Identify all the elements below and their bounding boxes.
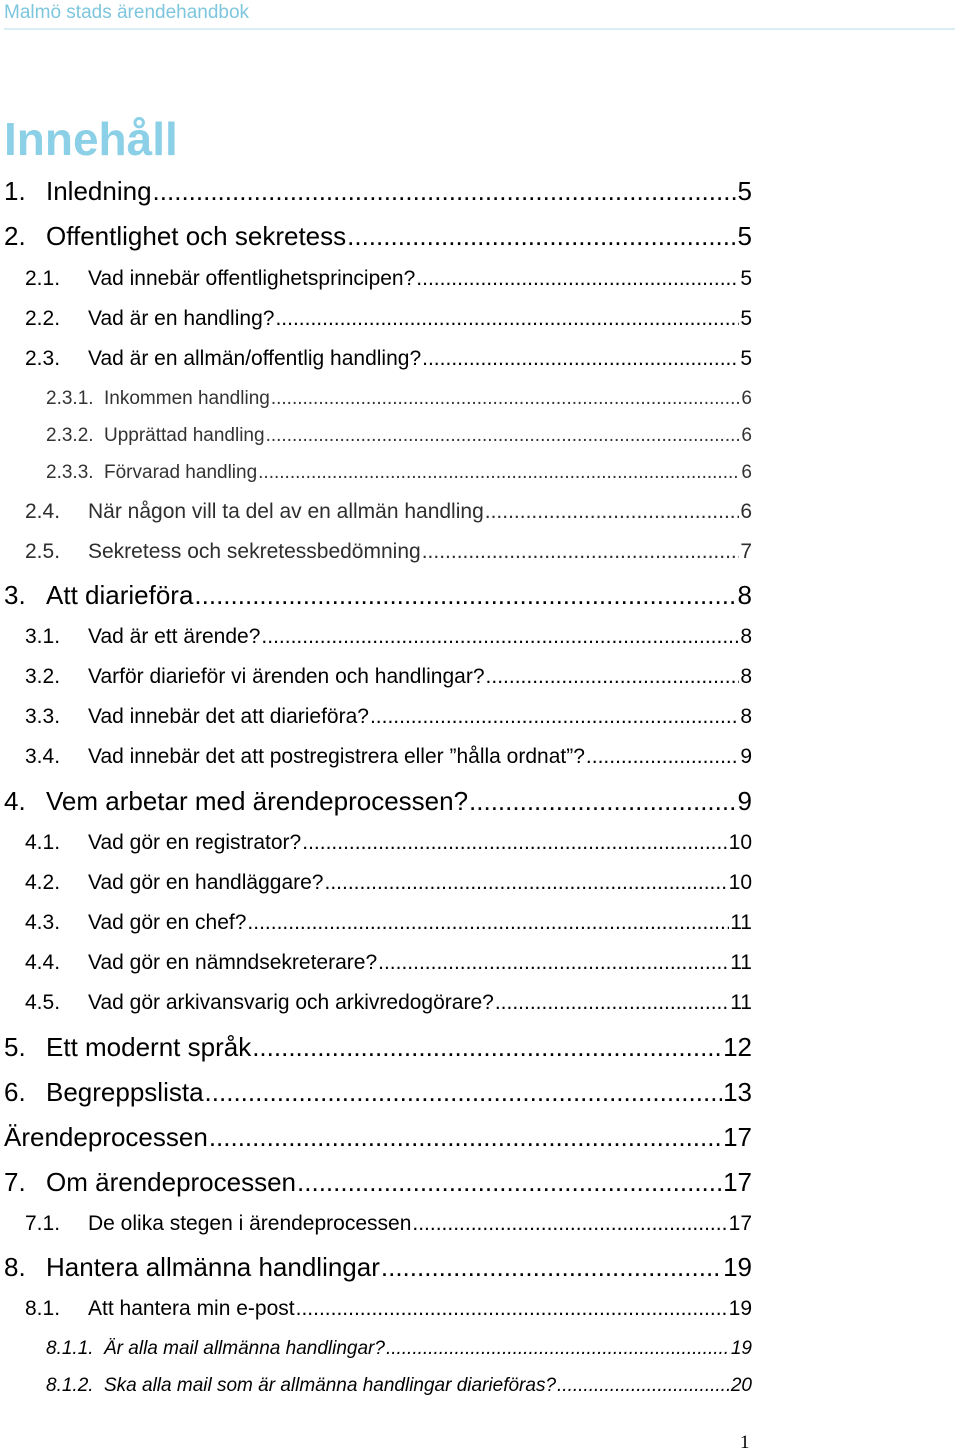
toc-entry-7[interactable]: 7. Om ärendeprocessen ..... 17: [4, 1167, 752, 1198]
toc-entry-2-2[interactable]: 2.2. Vad är en handling? ..... 5: [25, 307, 752, 331]
toc-entry-6[interactable]: 6. Begreppslista ..... 13: [4, 1077, 752, 1108]
toc-entry-4-2[interactable]: 4.2. Vad gör en handläggare? ..... 10: [25, 871, 752, 895]
toc-entry-4-3[interactable]: 4.3. Vad gör en chef? ..... 11: [25, 911, 752, 935]
header-divider: [4, 28, 955, 30]
toc-entry-arendeprocessen[interactable]: Ärendeprocessen ..... 17: [4, 1122, 752, 1153]
toc-entry-3-4[interactable]: 3.4. Vad innebär det att postregistrera eller ”hålla ordnat”? ..... 9: [25, 745, 752, 769]
leader-dots: [485, 500, 740, 524]
toc-entry-7-1[interactable]: 7.1. De olika stegen i ärendeprocessen ..... 17: [25, 1212, 752, 1236]
leader-dots: [557, 1375, 730, 1397]
toc-entry-8-1[interactable]: 8.1. Att hantera min e-post ..... 19: [25, 1297, 752, 1321]
toc-entry-2-1[interactable]: 2.1. Vad innebär offentlighetsprincipen? ..... 5: [25, 267, 752, 291]
toc-entry-2-3-3[interactable]: 2.3.3. Förvarad handling ..... 6: [46, 462, 752, 484]
toc-entry-4-4[interactable]: 4.4. Vad gör en nämndsekreterare? ..... 11: [25, 951, 752, 975]
leader-dots: [378, 951, 729, 975]
leader-dots: [302, 831, 727, 855]
toc-entry-2[interactable]: 2. Offentlighet och sekretess ..... 5: [4, 221, 752, 252]
toc-entry-2-3-2[interactable]: 2.3.2. Upprättad handling ..... 6: [46, 425, 752, 447]
toc-entry-3-2[interactable]: 3.2. Varför diarieför vi ärenden och handlingar? ..... 8: [25, 665, 752, 689]
toc-entry-8-1-2[interactable]: 8.1.2. Ska alla mail som är allmänna handlingar diarieföras? ..... 20: [46, 1375, 752, 1397]
toc-entry-8-1-1[interactable]: 8.1.1. Är alla mail allmänna handlingar? ..... 19: [46, 1338, 752, 1360]
leader-dots: [486, 665, 740, 689]
leader-dots: [412, 1212, 727, 1236]
leader-dots: [347, 221, 736, 252]
toc-entry-1[interactable]: 1. Inledning ..... 5: [4, 176, 752, 207]
leader-dots: [381, 1252, 722, 1283]
toc-entry-3[interactable]: 3. Att diarieföra ..... 8: [4, 580, 752, 611]
toc-entry-2-5[interactable]: 2.5. Sekretess och sekretessbedömning ..... 7: [25, 540, 752, 564]
leader-dots: [422, 540, 740, 564]
leader-dots: [247, 911, 729, 935]
toc-entry-3-1[interactable]: 3.1. Vad är ett ärende? ..... 8: [25, 625, 752, 649]
leader-dots: [258, 462, 740, 484]
toc-entry-2-3-1[interactable]: 2.3.1. Inkommen handling ..... 6: [46, 388, 752, 410]
toc-entry-3-3[interactable]: 3.3. Vad innebär det att diarieföra? ..... 8: [25, 705, 752, 729]
leader-dots: [416, 267, 739, 291]
toc-entry-4-1[interactable]: 4.1. Vad gör en registrator? ..... 10: [25, 831, 752, 855]
leader-dots: [324, 871, 727, 895]
leader-dots: [261, 625, 739, 649]
leader-dots: [209, 1122, 722, 1153]
leader-dots: [422, 347, 739, 371]
leader-dots: [194, 580, 736, 611]
toc-entry-2-3[interactable]: 2.3. Vad är en allmän/offentlig handling? ..... 5: [25, 347, 752, 371]
page-number: 1: [740, 1432, 750, 1453]
leader-dots: [275, 307, 739, 331]
toc-entry-4-5[interactable]: 4.5. Vad gör arkivansvarig och arkivredogörare? ..... 11: [25, 991, 752, 1015]
leader-dots: [205, 1077, 723, 1108]
leader-dots: [370, 705, 739, 729]
toc-entry-2-4[interactable]: 2.4. När någon vill ta del av en allmän handling ..... 6: [25, 500, 752, 524]
leader-dots: [296, 1297, 728, 1321]
leader-dots: [266, 425, 741, 447]
leader-dots: [586, 745, 739, 769]
document-header-title: Malmö stads ärendehandbok: [4, 2, 250, 23]
toc-entry-4[interactable]: 4. Vem arbetar med ärendeprocessen? ..... 9: [4, 786, 752, 817]
toc-entry-8[interactable]: 8. Hantera allmänna handlingar ..... 19: [4, 1252, 752, 1283]
leader-dots: [386, 1338, 730, 1360]
leader-dots: [271, 388, 741, 410]
leader-dots: [153, 176, 737, 207]
toc-heading: Innehåll: [4, 113, 178, 165]
leader-dots: [495, 991, 729, 1015]
toc-entry-5[interactable]: 5. Ett modernt språk ..... 12: [4, 1032, 752, 1063]
leader-dots: [297, 1167, 722, 1198]
leader-dots: [469, 786, 737, 817]
leader-dots: [252, 1032, 722, 1063]
